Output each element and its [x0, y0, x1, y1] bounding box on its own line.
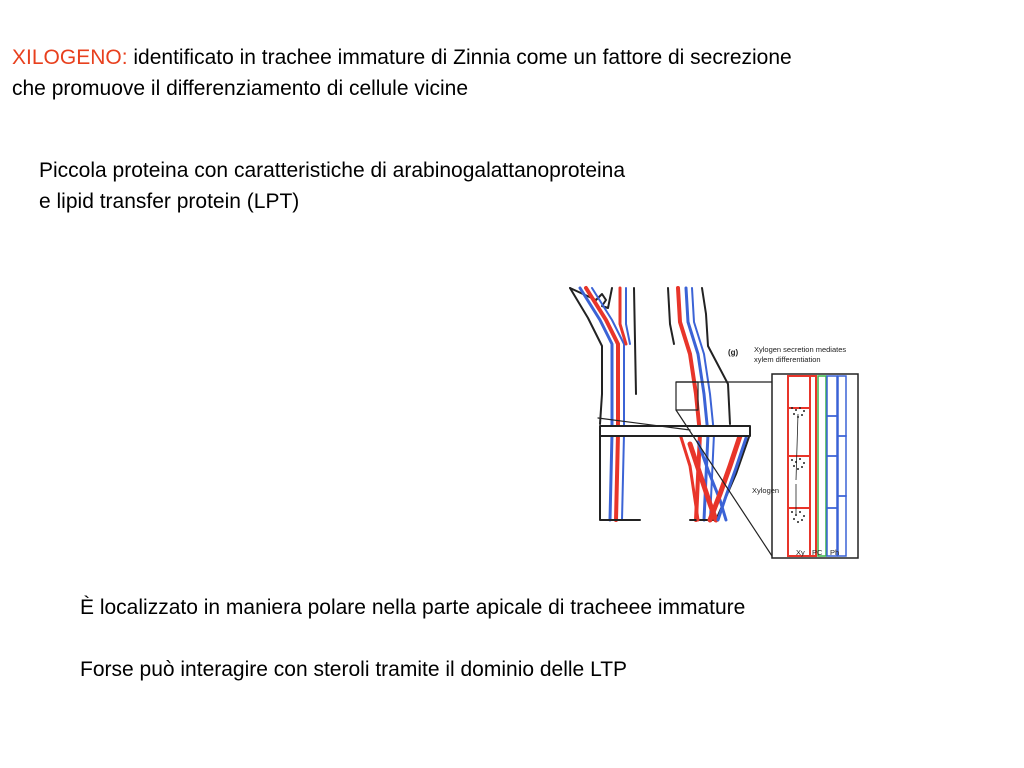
- sterols-text: Forse può interagire con steroli tramite il dominio delle LTP: [80, 658, 628, 681]
- caption-line-2: xylem differentiation: [754, 355, 821, 364]
- magnified-cell-panel: [752, 374, 858, 558]
- lower-strand-outline-left: [600, 436, 640, 520]
- protein-line-1: Piccola proteina con caratteristiche di arabinogalattanoproteina: [39, 159, 626, 182]
- xylogen-figure: [540, 284, 860, 562]
- protein-line-2: e lipid transfer protein (LPT): [39, 190, 300, 213]
- caption-line-1: Xylogen secretion mediates: [754, 345, 847, 354]
- intro-line-2: che promuove il differenziamento di cellule vicine: [12, 77, 469, 100]
- strand-outline-center: [634, 288, 636, 394]
- panel-label: (g): [728, 348, 739, 357]
- col-label-xy: Xy: [796, 548, 805, 557]
- localization-text: È localizzato in maniera polare nella parte apicale di tracheee immature: [80, 596, 746, 619]
- intro-line-1: [12, 42, 792, 73]
- col-label-ph: Ph: [830, 548, 840, 557]
- intro-line-1-rest: identificato in trachee immature di Zinnia come un fattore di secrezione: [127, 46, 792, 69]
- col-label-pc: PC: [812, 548, 823, 557]
- xylogen-label: Xylogen: [752, 486, 780, 495]
- vascular-strand-diagram: [570, 288, 772, 556]
- xilogeno-term: XILOGENO:: [12, 46, 128, 69]
